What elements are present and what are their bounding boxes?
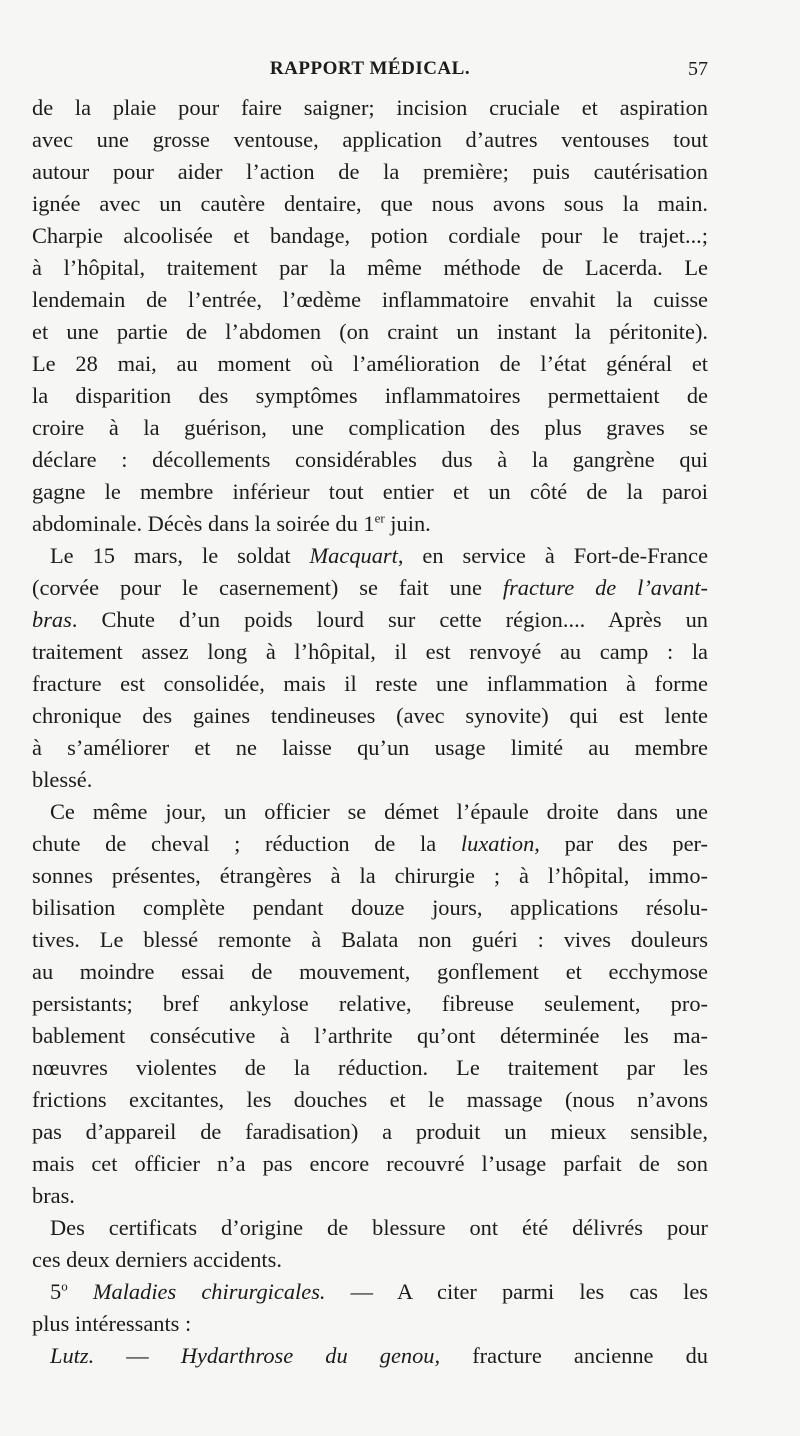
text-line: fracture est consolidée, mais il reste une inflammation à forme (32, 671, 708, 696)
patient-name: Lutz. (50, 1343, 95, 1368)
text-line: chute de cheval ; réduction de la luxation, par des per- (32, 831, 708, 856)
text-line: ignée avec un cautère dentaire, que nous avons sous la main. (32, 191, 708, 216)
text-line: de la plaie pour faire saigner; incision cruciale et aspiration (32, 95, 708, 120)
text-line: avec une grosse ventouse, application d’autres ventouses tout (32, 127, 708, 152)
running-title: RAPPORT MÉDICAL. (269, 58, 471, 79)
text-line: tives. Le blessé remonte à Balata non guéri : vives douleurs (32, 927, 708, 952)
text-line: plus intéressants : (32, 1311, 192, 1336)
text-line: nœuvres violentes de la réduction. Le traitement par les (32, 1055, 708, 1080)
text-line: mais cet officier n’a pas encore recouvré l’usage parfait de son (32, 1151, 708, 1176)
text-line: bras. (32, 1183, 75, 1208)
text-line: croire à la guérison, une complication des plus graves se (32, 415, 708, 440)
page-number: 57 (688, 58, 708, 80)
paragraph-officier (32, 796, 708, 1212)
text-line: (corvée pour le casernement) se fait une fracture de l’avant- (32, 575, 708, 600)
section-maladies-chirurgicales (32, 1276, 708, 1340)
text-line: lendemain de l’entrée, l’œdème inflammatoire envahit la cuisse (32, 287, 708, 312)
body-text (32, 92, 708, 1372)
text-line: frictions excitantes, les douches et le massage (nous n’avons (32, 1087, 708, 1112)
paragraph-certificats (32, 1212, 708, 1276)
text-line: Le 28 mai, au moment où l’amélioration de l’état général et (32, 351, 708, 376)
text-line: à s’améliorer et ne laisse qu’un usage limité au membre (32, 735, 708, 760)
text-line: au moindre essai de mouvement, gonflement et ecchymose (32, 959, 708, 984)
text-line: blessé. (32, 767, 93, 792)
text-line: sonnes présentes, étrangères à la chirurgie ; à l’hôpital, immo- (32, 863, 708, 888)
text-line: persistants; bref ankylose relative, fibreuse seulement, pro- (32, 991, 708, 1016)
text-line: bras. Chute d’un poids lourd sur cette région.... Après un (32, 607, 708, 632)
page-header (32, 58, 708, 88)
paragraph-continuation (32, 92, 708, 540)
text-line: pas d’appareil de faradisation) a produit un mieux sensible, (32, 1119, 708, 1144)
text-line: Des certificats d’origine de blessure ont été délivrés pour (50, 1215, 708, 1240)
text-line: ces deux derniers accidents. (32, 1247, 282, 1272)
text-line: traitement assez long à l’hôpital, il est renvoyé au camp : la (32, 639, 708, 664)
text-line: bilisation complète pendant douze jours, applications résolu- (32, 895, 708, 920)
text-line: Le 15 mars, le soldat Macquart, en service à Fort-de-France (50, 543, 709, 568)
text-line: autour pour aider l’action de la première; puis cautérisation (32, 159, 708, 184)
text-line: Charpie alcoolisée et bandage, potion cordiale pour le trajet...; (32, 223, 708, 248)
section-heading-line: 5$^o$ Maladies chirurgicales. — A citer parmi les cas les (50, 1278, 708, 1304)
patient-name: Macquart (309, 543, 398, 568)
text-line: déclare : décollements considérables dus à la gangrène qui (32, 447, 708, 472)
text-line: Lutz. — Hydarthrose du genou, fracture ancienne du (50, 1343, 708, 1368)
text-line: bablement consécutive à l’arthrite qu’ont déterminée les ma- (32, 1023, 708, 1048)
text-line: à l’hôpital, traitement par la même méthode de Lacerda. Le (32, 255, 708, 280)
text-line: et une partie de l’abdomen (on craint un instant la péritonite). (32, 319, 708, 344)
text-line: gagne le membre inférieur tout entier et un côté de la paroi (32, 479, 708, 504)
paragraph-macquart (32, 540, 708, 796)
text-line: chronique des gaines tendineuses (avec synovite) qui est lente (32, 703, 708, 728)
text-line: Ce même jour, un officier se démet l’épaule droite dans une (50, 799, 708, 824)
text-line: la disparition des symptômes inflammatoires permettaient de (32, 383, 708, 408)
paragraph-lutz (32, 1340, 708, 1372)
text-line: abdominale. Décès dans la soirée du 1er juin. (32, 510, 431, 536)
